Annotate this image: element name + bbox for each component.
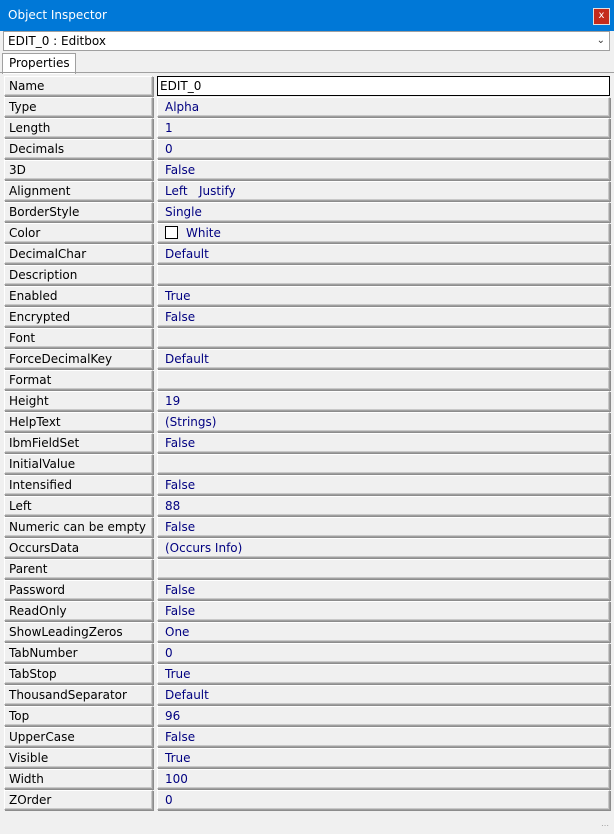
property-value[interactable]: 19 <box>157 391 610 411</box>
property-value[interactable] <box>157 265 610 285</box>
property-row <box>0 411 614 432</box>
property-value[interactable]: True <box>157 286 610 306</box>
property-value[interactable]: False <box>157 517 610 537</box>
property-name: TabStop <box>4 664 153 684</box>
property-value[interactable]: 0 <box>157 790 610 810</box>
property-row <box>0 96 614 117</box>
property-name: UpperCase <box>4 727 153 747</box>
property-value[interactable]: Alpha <box>157 97 610 117</box>
property-value[interactable]: True <box>157 748 610 768</box>
property-value[interactable]: Default <box>157 244 610 264</box>
property-row <box>0 285 614 306</box>
property-row <box>0 264 614 285</box>
property-name: 3D <box>4 160 153 180</box>
property-name: TabNumber <box>4 643 153 663</box>
property-value[interactable] <box>157 454 610 474</box>
property-value[interactable]: Left Justify <box>157 181 610 201</box>
property-name: Height <box>4 391 153 411</box>
property-value-input[interactable]: EDIT_0 <box>157 76 610 96</box>
property-row <box>0 201 614 222</box>
property-value[interactable]: (Strings) <box>157 412 610 432</box>
property-row <box>0 579 614 600</box>
property-value[interactable] <box>157 328 610 348</box>
window-title: Object Inspector <box>8 8 107 22</box>
property-row <box>0 138 614 159</box>
property-row <box>0 432 614 453</box>
property-value[interactable]: 88 <box>157 496 610 516</box>
property-row <box>0 390 614 411</box>
property-name: DecimalChar <box>4 244 153 264</box>
property-value[interactable]: 96 <box>157 706 610 726</box>
property-name: Decimals <box>4 139 153 159</box>
close-button[interactable]: x <box>593 8 610 25</box>
property-row <box>0 495 614 516</box>
property-row <box>0 159 614 180</box>
property-row <box>0 75 614 96</box>
property-name: OccursData <box>4 538 153 558</box>
property-row <box>0 621 614 642</box>
property-row <box>0 768 614 789</box>
property-row <box>0 642 614 663</box>
property-row <box>0 747 614 768</box>
property-value[interactable]: 0 <box>157 139 610 159</box>
property-row <box>0 117 614 138</box>
property-name: Font <box>4 328 153 348</box>
property-value[interactable]: One <box>157 622 610 642</box>
property-row <box>0 789 614 810</box>
property-name: Left <box>4 496 153 516</box>
property-value[interactable] <box>157 370 610 390</box>
property-name: ZOrder <box>4 790 153 810</box>
property-value[interactable] <box>157 559 610 579</box>
object-selector-value: EDIT_0 : Editbox <box>8 34 106 48</box>
property-value[interactable]: (Occurs Info) <box>157 538 610 558</box>
property-name: ShowLeadingZeros <box>4 622 153 642</box>
property-row <box>0 306 614 327</box>
property-name: Description <box>4 265 153 285</box>
property-value[interactable]: False <box>157 475 610 495</box>
property-row <box>0 600 614 621</box>
property-name: ReadOnly <box>4 601 153 621</box>
property-name: Alignment <box>4 181 153 201</box>
property-row <box>0 684 614 705</box>
property-value[interactable]: False <box>157 433 610 453</box>
property-name: Parent <box>4 559 153 579</box>
property-value[interactable]: False <box>157 601 610 621</box>
property-value[interactable]: False <box>157 307 610 327</box>
property-value[interactable]: False <box>157 580 610 600</box>
property-grid <box>0 75 614 810</box>
property-value[interactable]: Default <box>157 349 610 369</box>
property-value[interactable]: False <box>157 160 610 180</box>
property-name: BorderStyle <box>4 202 153 222</box>
property-name: Type <box>4 97 153 117</box>
property-name: Encrypted <box>4 307 153 327</box>
property-row <box>0 369 614 390</box>
property-row <box>0 726 614 747</box>
property-value[interactable]: True <box>157 664 610 684</box>
property-row <box>0 453 614 474</box>
property-row <box>0 537 614 558</box>
tab-properties[interactable]: Properties <box>2 53 76 74</box>
property-row <box>0 474 614 495</box>
property-name: Password <box>4 580 153 600</box>
property-name: Visible <box>4 748 153 768</box>
property-name: ThousandSeparator <box>4 685 153 705</box>
property-row <box>0 663 614 684</box>
property-name: IbmFieldSet <box>4 433 153 453</box>
property-name: Format <box>4 370 153 390</box>
property-name: Top <box>4 706 153 726</box>
property-row <box>0 180 614 201</box>
property-row <box>0 222 614 243</box>
property-row <box>0 327 614 348</box>
property-value[interactable]: Single <box>157 202 610 222</box>
property-name: InitialValue <box>4 454 153 474</box>
property-name: Intensified <box>4 475 153 495</box>
property-name: Enabled <box>4 286 153 306</box>
property-name: Length <box>4 118 153 138</box>
property-name: Numeric can be empty <box>4 517 153 537</box>
property-value-text: White <box>186 226 221 240</box>
property-row <box>0 705 614 726</box>
property-value[interactable] <box>157 223 610 243</box>
property-name: Name <box>4 76 153 96</box>
property-value[interactable]: False <box>157 727 610 747</box>
tab-divider <box>0 72 614 73</box>
property-value[interactable]: 1 <box>157 118 610 138</box>
color-swatch <box>165 226 178 239</box>
title-bar[interactable] <box>0 0 614 31</box>
property-row <box>0 348 614 369</box>
property-row <box>0 558 614 579</box>
property-value[interactable]: 100 <box>157 769 610 789</box>
property-value[interactable]: Default <box>157 685 610 705</box>
object-selector-dropdown[interactable] <box>3 31 610 51</box>
property-name: Color <box>4 223 153 243</box>
property-row <box>0 243 614 264</box>
property-name: Width <box>4 769 153 789</box>
property-name: ForceDecimalKey <box>4 349 153 369</box>
chevron-down-icon[interactable]: ⌄ <box>596 35 605 46</box>
property-value[interactable]: 0 <box>157 643 610 663</box>
resize-grip-icon[interactable]: ⋯ <box>601 821 609 830</box>
property-row <box>0 516 614 537</box>
tab-strip <box>0 51 614 73</box>
property-name: HelpText <box>4 412 153 432</box>
